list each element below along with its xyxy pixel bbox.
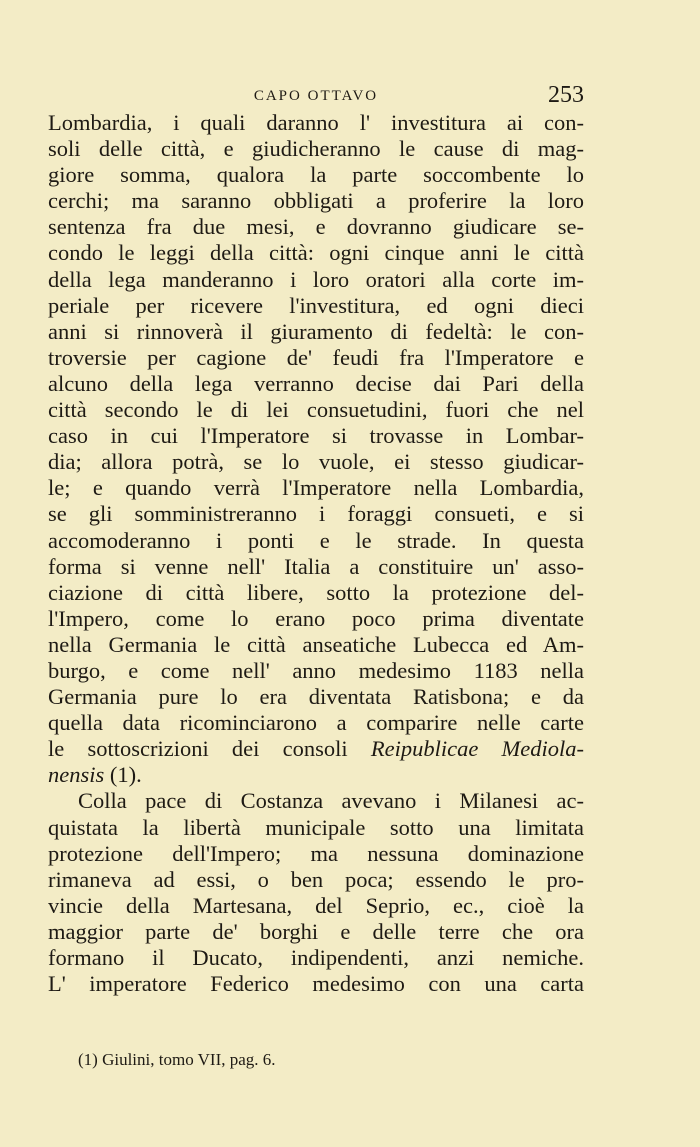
italic-latin-phrase: Reipublicae Mediola- bbox=[370, 736, 584, 762]
text-line: troversie per cagione de' feudi fra l'Imperatore e bbox=[48, 344, 584, 370]
text-line: alcuno della lega verranno decise dai Pari della bbox=[48, 370, 584, 396]
text-line: rimaneva ad essi, o ben poca; essendo le pro- bbox=[48, 866, 584, 892]
text-line: caso in cui l'Imperatore si trovasse in Lombar- bbox=[48, 423, 584, 449]
footnote: (1) Giulini, tomo VII, pag. 6. bbox=[78, 1050, 276, 1069]
page-number: 253 bbox=[548, 82, 584, 108]
text-line: le; e quando verrà l'Imperatore nella Lombardia, bbox=[48, 475, 584, 501]
text-line: burgo, e come nell' anno medesimo 1183 nella bbox=[48, 657, 584, 683]
text-line: se gli somministreranno i foraggi consueti, e si bbox=[48, 501, 584, 527]
body-text bbox=[48, 110, 584, 997]
text-line: maggior parte de' borghi e delle terre che ora bbox=[48, 918, 584, 944]
text-line: cerchi; ma saranno obbligati a proferire la loro bbox=[48, 188, 584, 214]
text-line: condo le leggi della città: ogni cinque anni le città bbox=[48, 240, 584, 266]
text-line: protezione dell'Impero; ma nessuna dominazione bbox=[48, 840, 584, 866]
text-line: Germania pure lo era diventata Ratisbona; e da bbox=[48, 684, 584, 710]
footnote-reference: (1). bbox=[104, 762, 142, 788]
text-line: L' imperatore Federico medesimo con una carta bbox=[48, 971, 584, 997]
text-line: soli delle città, e giudicheranno le cause di mag- bbox=[48, 136, 584, 162]
text-line: accomoderanno i ponti e le strade. In questa bbox=[48, 527, 584, 553]
text-line-with-italic bbox=[48, 762, 584, 788]
text-line: nella Germania le città anseatiche Lubecca ed Am- bbox=[48, 631, 584, 657]
text-line: anni si rinnoverà il giuramento di fedeltà: le con- bbox=[48, 318, 584, 344]
text-line: della lega manderanno i loro oratori alla corte im- bbox=[48, 266, 584, 292]
text-line: quella data ricominciarono a comparire nelle carte bbox=[48, 710, 584, 736]
text-line: formano il Ducato, indipendenti, anzi nemiche. bbox=[48, 945, 584, 970]
text-line: Lombardia, i quali daranno l' investitura ai con- bbox=[48, 110, 584, 135]
text-line: forma si venne nell' Italia a constituire un' asso- bbox=[48, 553, 584, 579]
paragraph-first-line: Colla pace di Costanza avevano i Milanesi ac- bbox=[78, 788, 584, 814]
italic-latin-phrase: nensis bbox=[48, 762, 105, 788]
running-head: CAPO OTTAVO bbox=[253, 88, 379, 104]
text-line: città secondo le di lei consuetudini, fuori che nel bbox=[48, 397, 584, 423]
page-header bbox=[48, 82, 584, 112]
text-line: periale per ricevere l'investitura, ed ogni dieci bbox=[48, 292, 584, 318]
text-line: giore somma, qualora la parte soccombente lo bbox=[48, 162, 584, 188]
text-line: ciazione di città libere, sotto la protezione del- bbox=[48, 579, 584, 605]
text-line: l'Impero, come lo erano poco prima diventate bbox=[48, 605, 584, 631]
text-line: vincie della Martesana, del Seprio, ec., cioè la bbox=[48, 892, 584, 918]
text-line: sentenza fra due mesi, e dovranno giudicare se- bbox=[48, 214, 584, 240]
text-line: quistata la libertà municipale sotto una limitata bbox=[48, 814, 584, 840]
text-line-with-italic bbox=[48, 736, 584, 762]
text-line: dia; allora potrà, se lo vuole, ei stesso giudicar- bbox=[48, 449, 584, 475]
text-span: le sottoscrizioni dei consoli bbox=[48, 736, 371, 762]
